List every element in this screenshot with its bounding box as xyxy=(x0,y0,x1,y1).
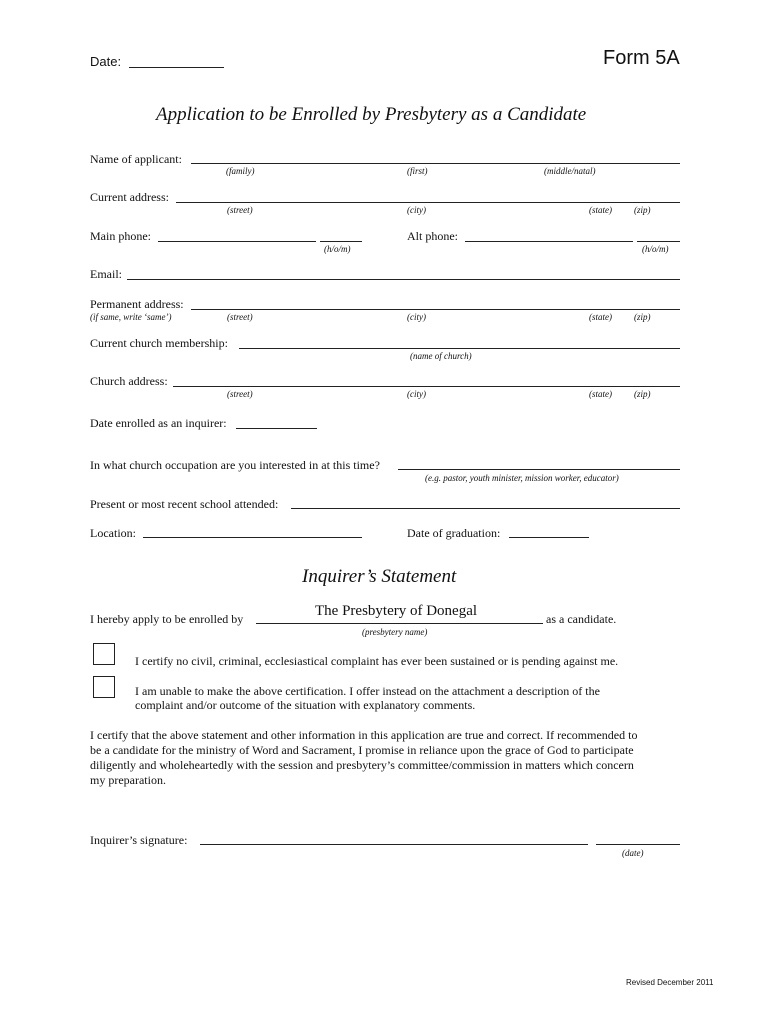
presbytery-line[interactable] xyxy=(256,623,543,624)
signature-date-line[interactable] xyxy=(596,844,680,845)
name-first-sub: (first) xyxy=(407,166,428,176)
certification-line: I certify that the above statement and other information in this application are true and correct. If recommended to xyxy=(90,728,638,742)
presbytery-value[interactable]: The Presbytery of Donegal xyxy=(315,603,478,619)
main-phone-label: Main phone: xyxy=(90,229,151,243)
location-label: Location: xyxy=(90,526,136,540)
church-state-sub: (state) xyxy=(589,389,612,399)
church-city-sub: (city) xyxy=(407,389,426,399)
church-membership-line[interactable] xyxy=(239,348,680,349)
permanent-address-label: Permanent address: xyxy=(90,297,184,311)
alt-phone-line[interactable] xyxy=(465,241,633,242)
signature-label: Inquirer’s signature: xyxy=(90,833,188,847)
occupation-sub: (e.g. pastor, youth minister, mission worker, educator) xyxy=(425,473,619,483)
name-middle-sub: (middle/natal) xyxy=(544,166,596,176)
apply-suffix: as a candidate. xyxy=(546,612,617,626)
certification-line: diligently and wholeheartedly with the session and presbytery’s committee/commission in matters which concern xyxy=(90,758,634,772)
church-membership-label: Current church membership: xyxy=(90,336,228,350)
permanent-state-sub: (state) xyxy=(589,312,612,322)
presbytery-sub: (presbytery name) xyxy=(362,627,428,637)
graduation-line[interactable] xyxy=(509,537,589,538)
graduation-label: Date of graduation: xyxy=(407,526,501,540)
name-input-line[interactable] xyxy=(191,163,680,164)
current-street-sub: (street) xyxy=(227,205,253,215)
name-family-sub: (family) xyxy=(226,166,255,176)
date-label: Date: xyxy=(90,54,122,69)
certification-line: be a candidate for the ministry of Word and Sacrament, I promise in reliance upon the grace of God to participate xyxy=(90,743,634,757)
school-line[interactable] xyxy=(291,508,680,509)
page-title: Application to be Enrolled by Presbytery as a Candidate xyxy=(156,104,587,125)
alt-phone-label: Alt phone: xyxy=(407,229,458,243)
church-address-line[interactable] xyxy=(173,386,680,387)
permanent-street-sub: (street) xyxy=(227,312,253,322)
inquirer-date-line[interactable] xyxy=(236,428,317,429)
permanent-note: (if same, write ‘same’) xyxy=(90,312,172,322)
alt-phone-type-line[interactable] xyxy=(637,241,680,242)
apply-prefix: I hereby apply to be enrolled by xyxy=(90,612,244,626)
permanent-zip-sub: (zip) xyxy=(634,312,651,322)
signature-line[interactable] xyxy=(200,844,588,845)
email-label: Email: xyxy=(90,267,122,281)
main-phone-sub: (h/o/m) xyxy=(324,244,351,254)
occupation-line[interactable] xyxy=(398,469,680,470)
email-line[interactable] xyxy=(127,279,680,280)
date-line[interactable] xyxy=(129,67,224,68)
statement-heading: Inquirer’s Statement xyxy=(302,566,457,587)
current-address-line[interactable] xyxy=(176,202,680,203)
church-street-sub: (street) xyxy=(227,389,253,399)
form-number: Form 5A xyxy=(603,47,680,69)
alt-phone-sub: (h/o/m) xyxy=(642,244,669,254)
permanent-address-line[interactable] xyxy=(191,309,680,310)
school-label: Present or most recent school attended: xyxy=(90,497,279,511)
certification-line: my preparation. xyxy=(90,773,166,787)
name-label: Name of applicant: xyxy=(90,152,182,166)
church-address-label: Church address: xyxy=(90,374,168,388)
unable-option-line1: I am unable to make the above certification. I offer instead on the attachment a description of the xyxy=(135,684,600,698)
current-address-label: Current address: xyxy=(90,190,169,204)
permanent-city-sub: (city) xyxy=(407,312,426,322)
certify-checkbox[interactable] xyxy=(93,643,115,665)
signature-date-sub: (date) xyxy=(622,848,644,858)
main-phone-type-line[interactable] xyxy=(320,241,362,242)
inquirer-date-label: Date enrolled as an inquirer: xyxy=(90,416,227,430)
main-phone-line[interactable] xyxy=(158,241,316,242)
church-zip-sub: (zip) xyxy=(634,389,651,399)
current-zip-sub: (zip) xyxy=(634,205,651,215)
certify-option-text: I certify no civil, criminal, ecclesiastical complaint has ever been sustained or is pending against me. xyxy=(135,654,619,668)
certification-paragraph xyxy=(90,728,690,788)
unable-checkbox[interactable] xyxy=(93,676,115,698)
current-city-sub: (city) xyxy=(407,205,426,215)
current-state-sub: (state) xyxy=(589,205,612,215)
location-line[interactable] xyxy=(143,537,362,538)
occupation-label: In what church occupation are you interested in at this time? xyxy=(90,458,380,472)
unable-option-line2: complaint and/or outcome of the situation with explanatory comments. xyxy=(135,698,476,712)
revised-note: Revised December 2011 xyxy=(626,978,714,987)
church-name-sub: (name of church) xyxy=(410,351,472,361)
